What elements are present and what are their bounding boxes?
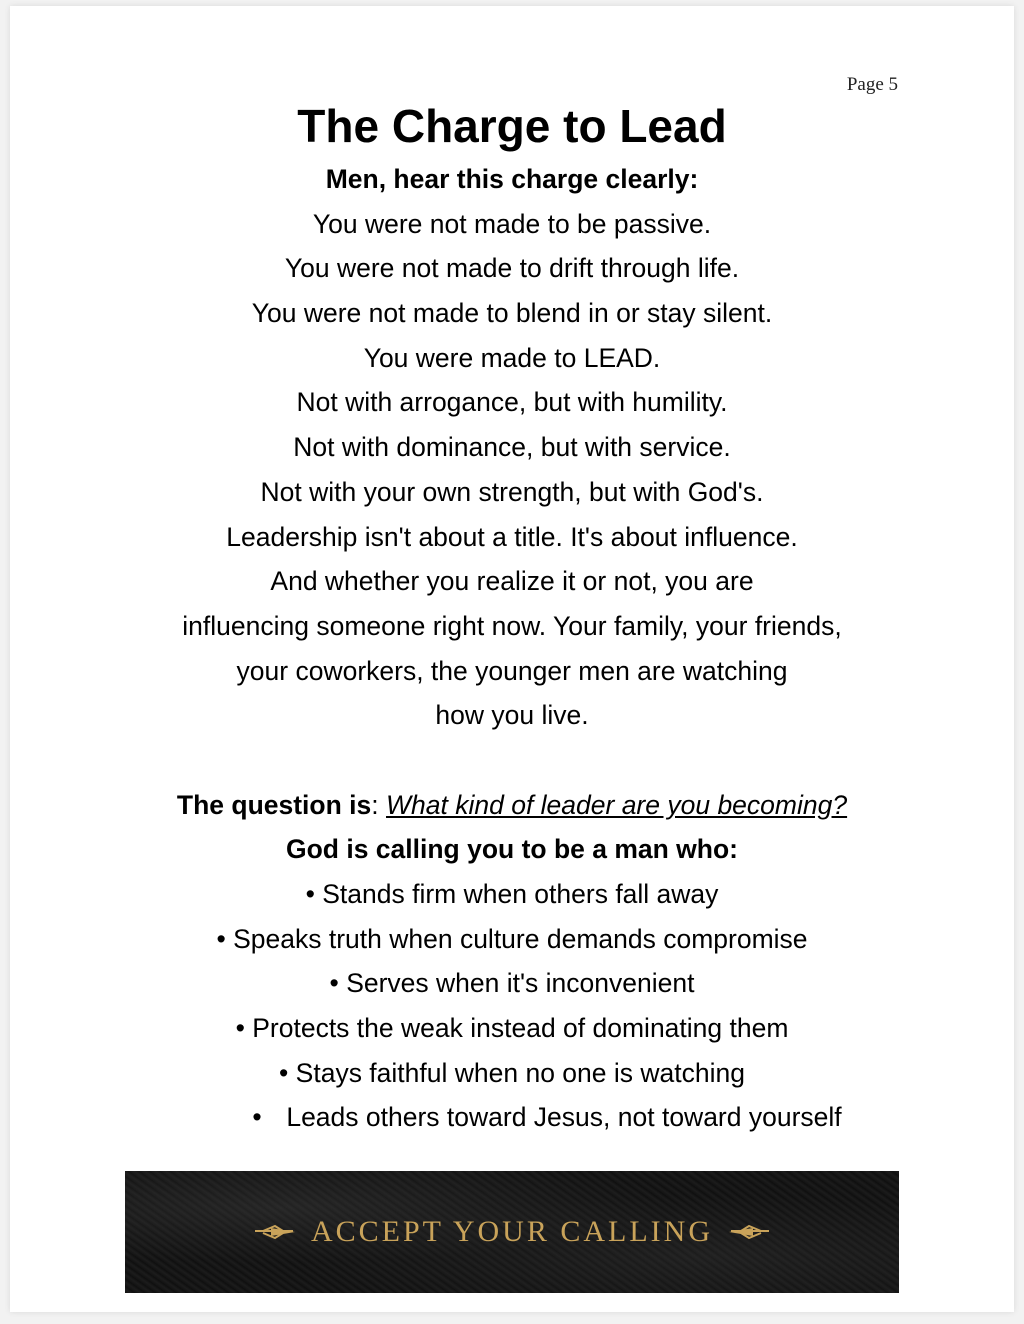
bullet-item bbox=[10, 1051, 1014, 1096]
question-colon: : bbox=[371, 789, 379, 820]
text-line: Not with dominance, but with service. bbox=[293, 432, 731, 463]
bullet-dot: • bbox=[235, 1013, 245, 1044]
bullet-dot: • bbox=[216, 923, 226, 954]
bullet-item bbox=[10, 961, 1014, 1006]
document-page bbox=[10, 6, 1014, 1312]
text-line: You were not made to blend in or stay silent. bbox=[251, 298, 773, 329]
bullet-dot: • bbox=[305, 879, 315, 909]
text-line: You were made to LEAD. bbox=[363, 342, 661, 373]
banner-text: ACCEPT YOUR CALLING bbox=[310, 1215, 713, 1248]
bullet-item bbox=[10, 872, 1014, 917]
question-label: The question is bbox=[176, 789, 372, 820]
page-number: Page 5 bbox=[846, 74, 898, 95]
wing-ornament-left-icon bbox=[253, 1222, 297, 1242]
text-line: Not with your own strength, but with God's. bbox=[260, 476, 764, 507]
bullet-dot: • bbox=[252, 1102, 262, 1133]
paragraph-spacer bbox=[10, 738, 1014, 783]
bullet-text: Stays faithful when no one is watching bbox=[295, 1057, 745, 1088]
page-title: The Charge to Lead bbox=[297, 100, 727, 152]
text-line: You were not made to drift through life. bbox=[284, 253, 740, 284]
text-line: And whether you realize it or not, you are bbox=[270, 566, 754, 597]
question-line bbox=[10, 783, 1014, 828]
bullet-item bbox=[10, 1006, 1014, 1051]
text-line: Not with arrogance, but with humility. bbox=[296, 387, 728, 418]
text-line: your coworkers, the younger men are watching bbox=[236, 655, 788, 686]
bullet-text: Stands firm when others fall away bbox=[322, 879, 719, 909]
banner-content bbox=[253, 1215, 771, 1249]
bullet-text: Serves when it's inconvenient bbox=[346, 968, 695, 999]
bullet-dot: • bbox=[279, 1057, 289, 1088]
wing-ornament-right-icon bbox=[727, 1222, 771, 1242]
bullet-text: Leads others toward Jesus, not toward yourself bbox=[286, 1102, 842, 1133]
question-text: What kind of leader are you becoming? bbox=[386, 789, 848, 820]
body-text bbox=[10, 157, 1014, 1140]
bullet-text: Protects the weak instead of dominating them bbox=[252, 1013, 789, 1044]
text-line: how you live. bbox=[435, 700, 589, 731]
bullet-item bbox=[10, 917, 1014, 962]
text-line: Leadership isn't about a title. It's about influence. bbox=[226, 521, 798, 552]
text-line: You were not made to be passive. bbox=[312, 208, 712, 239]
calling-heading: God is calling you to be a man who: bbox=[285, 834, 738, 865]
intro-line: Men, hear this charge clearly: bbox=[325, 164, 699, 194]
bullet-text: Speaks truth when culture demands compromise bbox=[233, 923, 808, 954]
text-line: influencing someone right now. Your family, your friends, bbox=[182, 610, 842, 641]
call-to-action-banner bbox=[125, 1171, 899, 1293]
bullet-dot: • bbox=[329, 968, 339, 999]
bullet-item bbox=[10, 1095, 1014, 1140]
